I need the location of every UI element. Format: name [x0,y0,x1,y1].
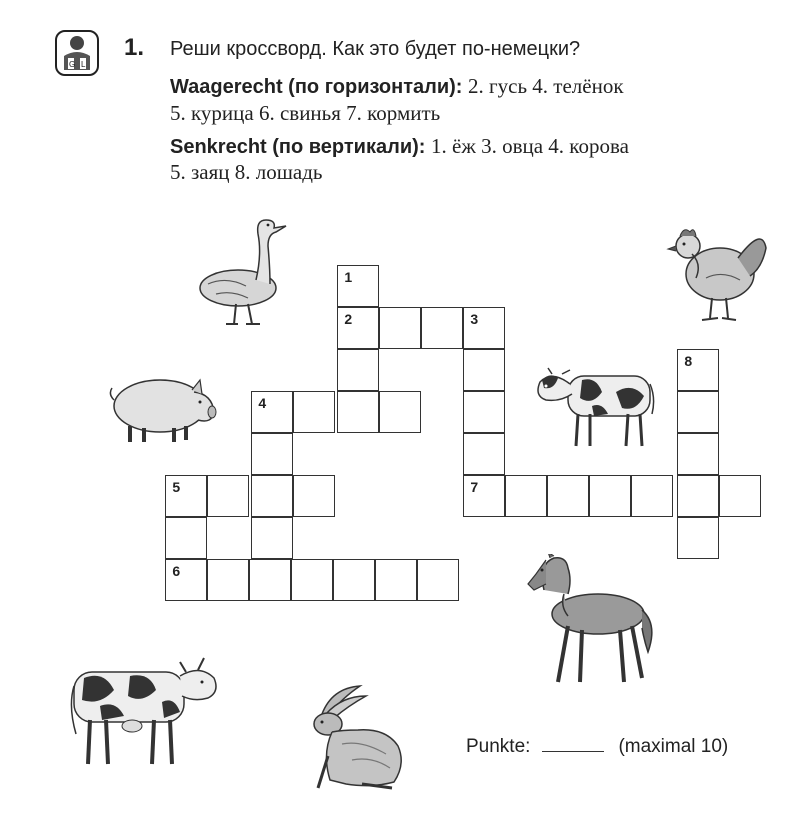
crossword-cell[interactable] [293,475,335,517]
crossword-cell[interactable] [677,349,719,391]
crossword-cell[interactable] [337,265,379,307]
crossword-cell[interactable] [463,349,505,391]
textbook-logo-icon [55,30,99,76]
hen-illustration-icon [666,218,770,331]
down-label: Senkrecht (по вертикали): [170,136,426,158]
svg-text:G: G [69,60,76,69]
score-input-blank[interactable] [542,751,604,752]
crossword-cell[interactable] [631,475,673,517]
crossword-cell[interactable] [677,475,719,517]
crossword-cell[interactable] [379,307,421,349]
crossword-cell[interactable] [677,391,719,433]
across-clues-b: 5. курица 6. свинья 7. кормить [170,101,441,125]
clue-number-4: 4 [258,395,267,412]
across-clues-a: 2. гусь 4. телёнок [468,74,624,98]
crossword-cell[interactable] [337,391,379,433]
crossword-cell[interactable] [207,475,249,517]
crossword-cell[interactable] [207,559,249,601]
crossword-cell[interactable] [463,433,505,475]
score-max: (maximal 10) [618,736,729,757]
crossword-cell[interactable] [421,307,463,349]
crossword-cell[interactable] [589,475,631,517]
crossword-cell[interactable] [463,307,505,349]
svg-text:L: L [81,60,86,69]
crossword-cell[interactable] [251,517,293,559]
clue-number-7: 7 [470,479,479,496]
crossword-cell[interactable] [165,475,207,517]
down-clues-a: 1. ёж 3. овца 4. корова [431,134,629,158]
crossword-cell[interactable] [251,475,293,517]
score-label: Punkte: [466,736,531,757]
cow-illustration-icon [70,656,220,775]
crossword-cell[interactable] [293,391,335,433]
score-line [466,736,728,758]
clue-number-5: 5 [172,479,181,496]
crossword-cell[interactable] [249,559,291,601]
crossword-cell[interactable] [251,391,293,433]
crossword-cell[interactable] [337,307,379,349]
crossword-cell[interactable] [547,475,589,517]
exercise-number: 1. [124,34,145,61]
crossword-cell[interactable] [463,475,505,517]
crossword-cell[interactable] [375,559,417,601]
down-clues-b: 5. заяц 8. лошадь [170,160,323,184]
calf-illustration-icon [532,362,656,455]
clue-number-2: 2 [344,311,353,328]
clue-number-6: 6 [172,563,181,580]
crossword-cell[interactable] [463,391,505,433]
crossword-cell[interactable] [719,475,761,517]
pig-illustration-icon [108,370,220,451]
crossword-cell[interactable] [505,475,547,517]
crossword-cell[interactable] [291,559,333,601]
across-clues-line1 [170,74,624,99]
crossword-cell[interactable] [379,391,421,433]
exercise-instruction: Реши кроссворд. Как это будет по-немецки? [170,38,581,60]
clue-number-8: 8 [684,353,693,370]
crossword-cell[interactable] [677,433,719,475]
crossword-cell[interactable] [333,559,375,601]
crossword-cell[interactable] [417,559,459,601]
goose-illustration-icon [196,214,292,335]
hare-illustration-icon [302,684,412,797]
crossword-cell[interactable] [337,349,379,391]
crossword-cell[interactable] [251,433,293,475]
crossword-cell[interactable] [165,517,207,559]
across-label: Waagerecht (по горизонтали): [170,76,463,98]
down-clues-line1 [170,134,629,159]
crossword-cell[interactable] [677,517,719,559]
crossword-cell[interactable] [165,559,207,601]
horse-illustration-icon [524,554,658,693]
clue-number-1: 1 [344,269,353,286]
clue-number-3: 3 [470,311,479,328]
